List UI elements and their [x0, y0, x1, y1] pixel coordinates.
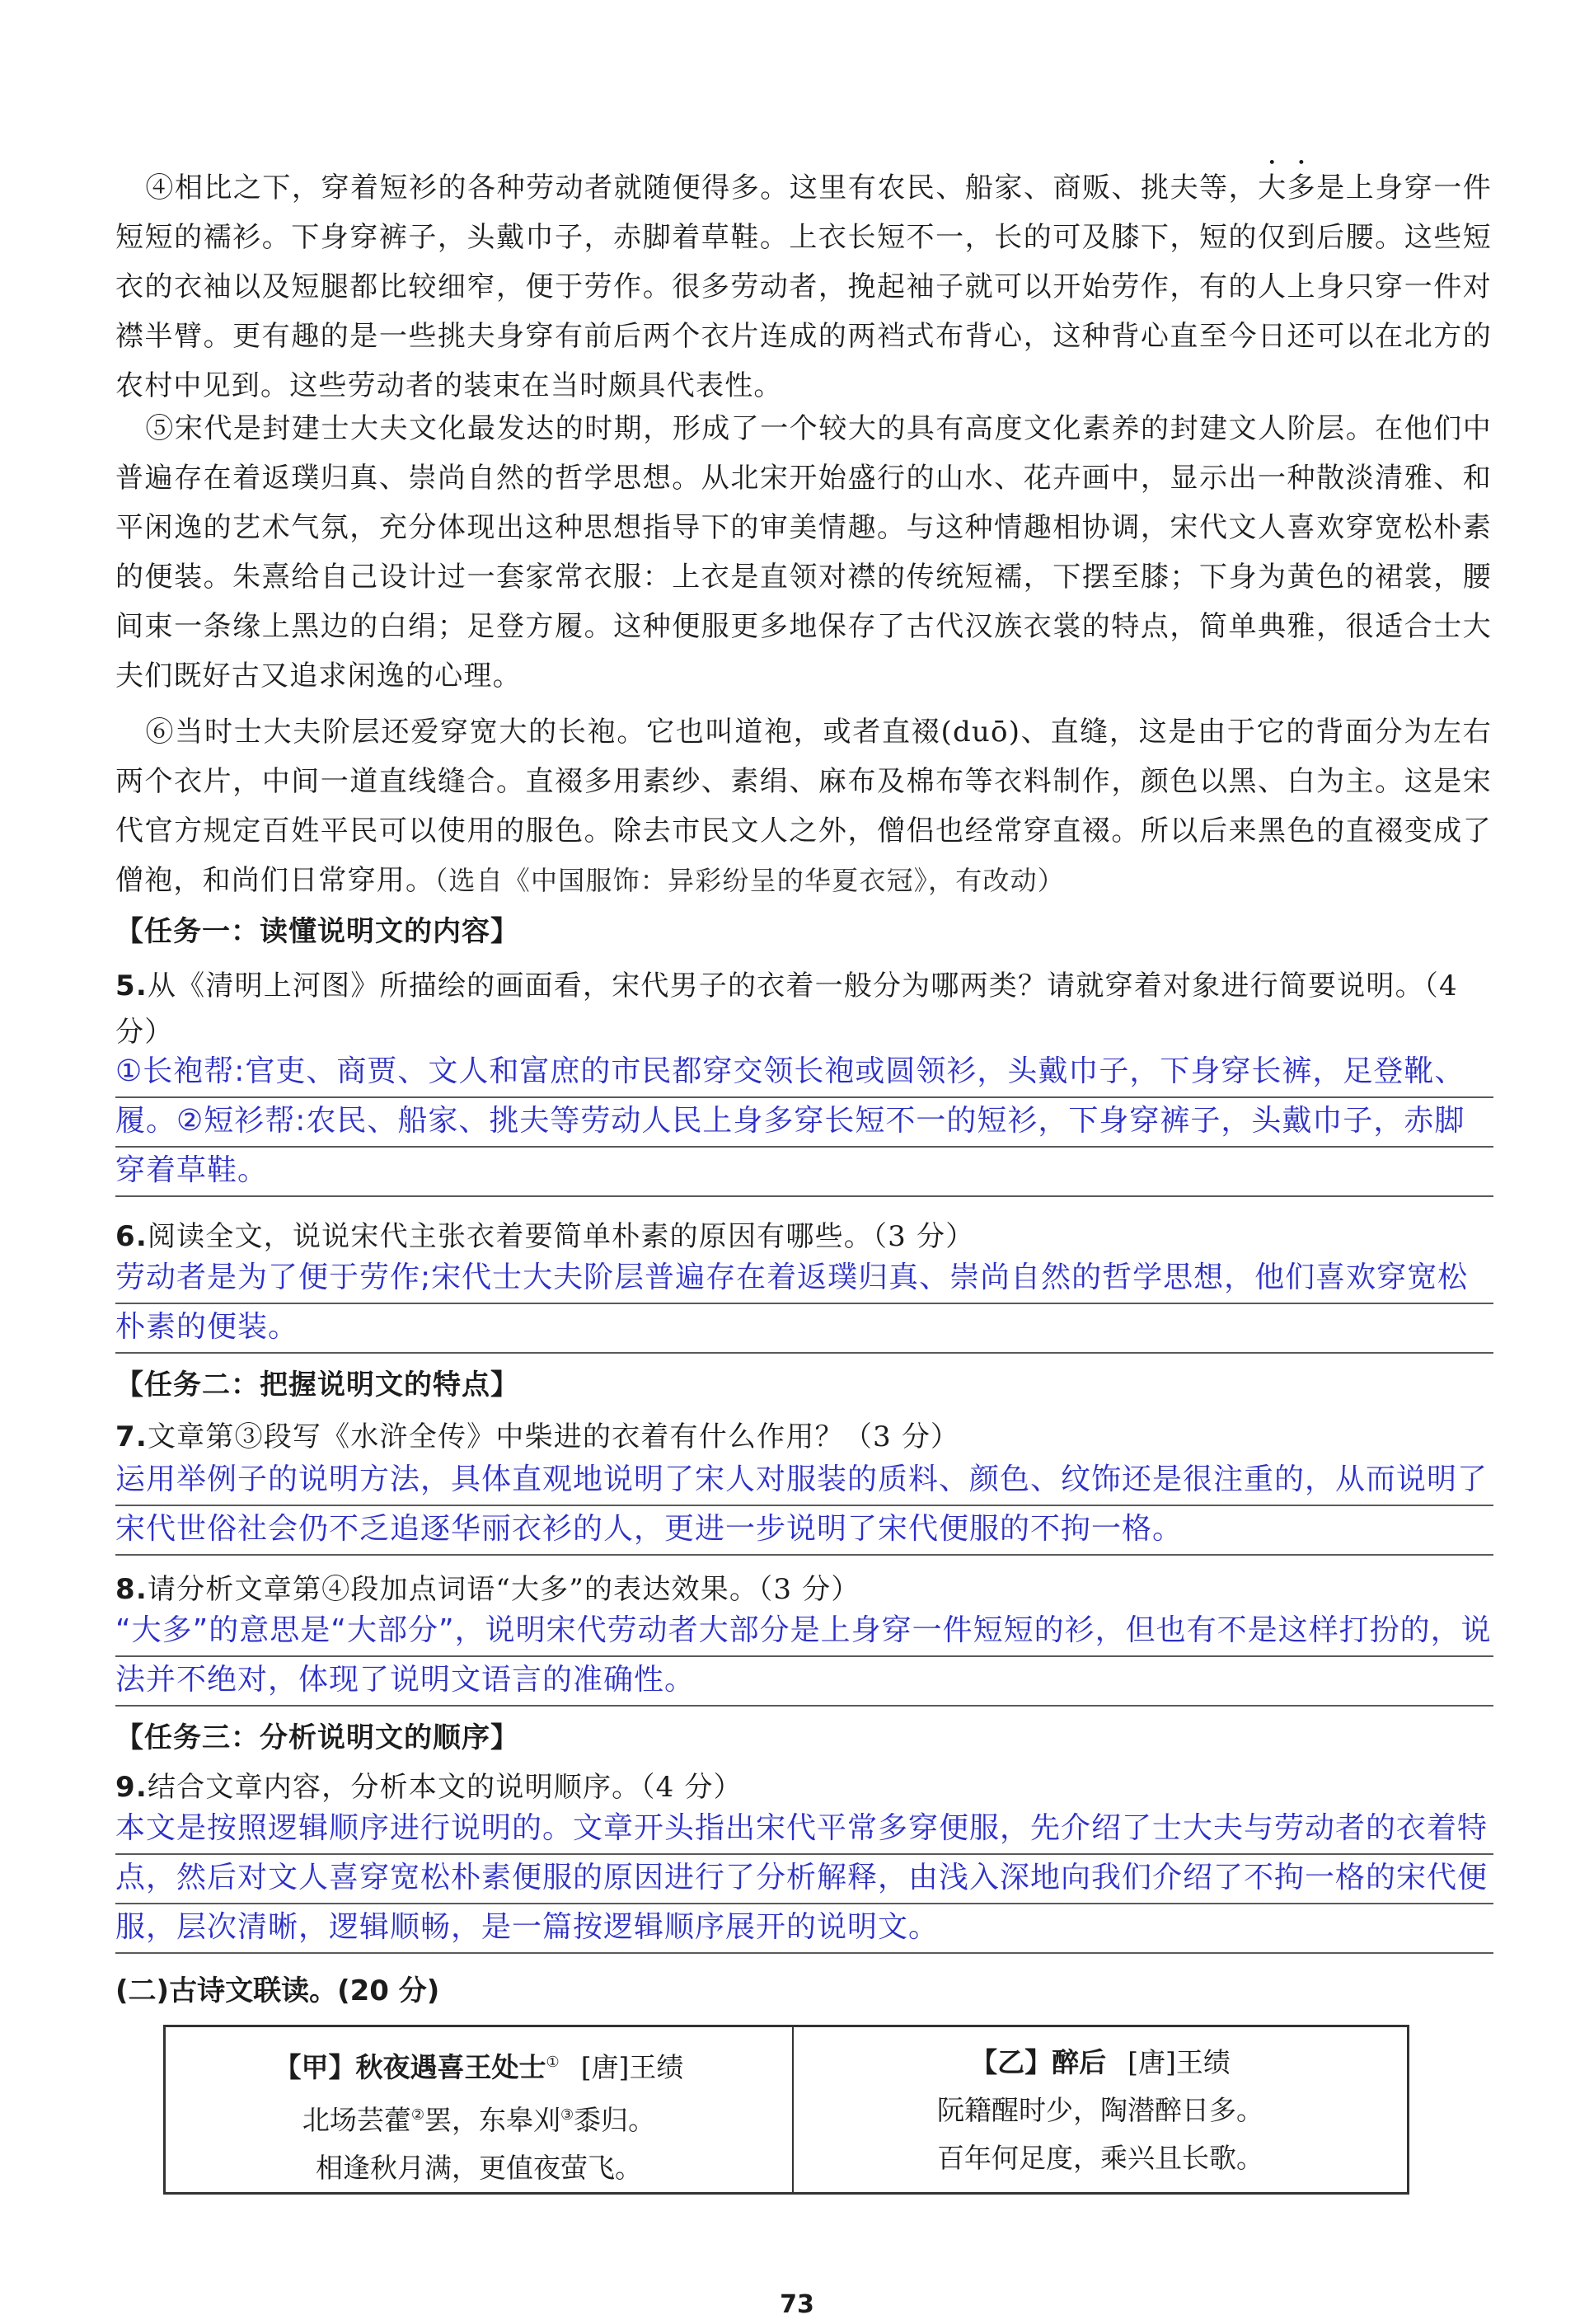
paragraph-4-text-a: ④相比之下，穿着短衫的各种劳动者就随便得多。这里有农民、船家、商贩、挑夫等， — [145, 171, 1259, 204]
answer-line — [115, 1853, 1493, 1855]
answer-line — [115, 1303, 1493, 1304]
poem-yi-line-1: 阮籍醒时少，陶潜醉日多。 — [937, 2094, 1263, 2126]
poem-jia-line-2: 相逢秋月满，更值夜萤飞。 — [316, 2152, 642, 2184]
section-2-heading: (二)古诗文联读。(20 分) — [115, 1974, 440, 2007]
poem-yi-author: [唐]王绩 — [1128, 2046, 1231, 2078]
paragraph-4-text-b: 是上身穿一件短短的襦衫。下身穿裤子，头戴巾子，赤脚着草鞋。上衣长短不一，长的可及膝下，短的仅到后腰。这些短衣的衣袖以及短腿都比较细窄，便于劳作。很多劳动者，挽起袖子就可以开始劳作，有的人上身只穿一件对襟半臂。更有趣的是一些挑夫身穿有前后两个衣片连成的两裆式布背心，这种背心直至今日还可以在北方的农村中见到。这些劳动者的装束在当时颇具代表性。 — [115, 171, 1492, 402]
emphasized-word-daduo: 大多 — [1258, 171, 1317, 204]
task-1-heading: 【任务一：读懂说明文的内容】 — [115, 915, 519, 948]
poem-yi-title: 【乙】醉后 — [970, 2046, 1107, 2078]
poem-yi — [794, 2039, 1407, 2182]
answer-7: 运用举例子的说明方法，具体直观地说明了宋人对服装的质料、颜色、纹饰还是很注重的，从而说明了宋代世俗社会仍不乏追逐华丽衣衫的人，更进一步说明了宋代便服的不拘一格。 — [115, 1462, 1489, 1546]
answer-line — [115, 1352, 1493, 1354]
poem-comparison-box — [163, 2025, 1409, 2195]
answer-line — [115, 1096, 1493, 1098]
answer-6: 劳动者是为了便于劳作;宋代士大夫阶层普遍存在着返璞归真、崇尚自然的哲学思想，他们喜欢穿宽松朴素的便装。 — [115, 1261, 1469, 1344]
poem-jia-title: 【甲】秋夜遇喜王处士 — [274, 2051, 546, 2083]
article-paragraph-4 — [115, 155, 1492, 411]
task-2-heading: 【任务二：把握说明文的特点】 — [115, 1369, 519, 1401]
question-7: 7.文章第③段写《水浒全传》中柴进的衣着有什么作用？（3 分） — [115, 1420, 960, 1453]
page-number: 73 — [780, 2290, 814, 2319]
question-9: 9.结合文章内容，分析本文的说明顺序。（4 分） — [115, 1771, 743, 1804]
poem-jia-line-1: 北场芸藿②罢，东皋刈③黍归。 — [302, 2104, 656, 2136]
poem-jia-footnote: ① — [546, 2054, 560, 2071]
answer-8: “大多”的意思是“大部分”，说明宋代劳动者大部分是上身穿一件短短的衫，但也有不是这样打扮的，说法并不绝对，体现了说明文语言的准确性。 — [115, 1613, 1492, 1697]
question-8: 8.请分析文章第④段加点词语“大多”的表达效果。（3 分） — [115, 1573, 860, 1606]
answer-line — [115, 1195, 1493, 1197]
article-paragraph-6: ⑥当时士大夫阶层还爱穿宽大的长袍。它也叫道袍，或者直裰(duō)、直缝，这是由于它的背面分为左右两个衣片，中间一道直线缝合。直裰多用素纱、素绢、麻布及棉布等衣料制作，颜色以黑、白为主。这是宋代官方规定百姓平民可以使用的服色。除去市民文人之外，僧侣也经常穿直裰。所以后来黑色的直裰变成了僧袍，和尚们日常穿用。（选自《中国服饰：异彩纷呈的华夏衣冠》，有改动） — [115, 716, 1492, 897]
answer-5: ①长袍帮:官吏、商贾、文人和富庶的市民都穿交领长袍或圆领衫，头戴巾子，下身穿长裤，足登靴、履。②短衫帮:农民、船家、挑夫等劳动人民上身多穿长短不一的短衫，下身穿裤子，头戴巾子，赤脚穿着草鞋。 — [115, 1054, 1465, 1187]
answer-line — [115, 1705, 1493, 1707]
answer-9: 本文是按照逻辑顺序进行说明的。文章开头指出宋代平常多穿便服，先介绍了士大夫与劳动者的衣着特点，然后对文人喜穿宽松朴素便服的原因进行了分析解释，由浅入深地向我们介绍了不拘一格的宋代便服，层次清晰，逻辑顺畅，是一篇按逻辑顺序展开的说明文。 — [115, 1811, 1489, 1944]
question-5: 5.从《清明上河图》所描绘的画面看，宋代男子的衣着一般分为哪两类？请就穿着对象进行简要说明。（4 分） — [115, 970, 1458, 1049]
answer-line — [115, 1554, 1493, 1556]
article-paragraph-5: ⑤宋代是封建士大夫文化最发达的时期，形成了一个较大的具有高度文化素养的封建文人阶层。在他们中普遍存在着返璞归真、崇尚自然的哲学思想。从北宋开始盛行的山水、花卉画中，显示出一种散淡清雅、和平闲逸的艺术气氛，充分体现出这种思想指导下的审美情趣。与这种情趣相协调，宋代文人喜欢穿宽松朴素的便装。朱熹给自己设计过一套家常衣服：上衣是直领对襟的传统短襦，下摆至膝；下身为黄色的裙裳，腰间束一条缘上黑边的白绢；足登方履。这种便服更多地保存了古代汉族衣裳的特点，简单典雅，很适合士大夫们既好古又追求闲逸的心理。 — [115, 412, 1492, 693]
poem-jia — [166, 2039, 792, 2192]
answer-line — [115, 1505, 1493, 1506]
answer-line — [115, 1952, 1493, 1954]
answer-line — [115, 1146, 1493, 1148]
article-source: （选自《中国服饰：异彩纷呈的华夏衣冠》，有改动） — [434, 865, 1066, 896]
answer-line — [115, 1655, 1493, 1657]
answer-line — [115, 1903, 1493, 1904]
task-3-heading: 【任务三：分析说明文的顺序】 — [115, 1721, 519, 1754]
question-6: 6.阅读全文，说说宋代主张衣着要简单朴素的原因有哪些。（3 分） — [115, 1220, 975, 1253]
poem-yi-line-2: 百年何足度，乘兴且长歌。 — [937, 2142, 1263, 2174]
poem-jia-author: [唐]王绩 — [580, 2051, 684, 2083]
